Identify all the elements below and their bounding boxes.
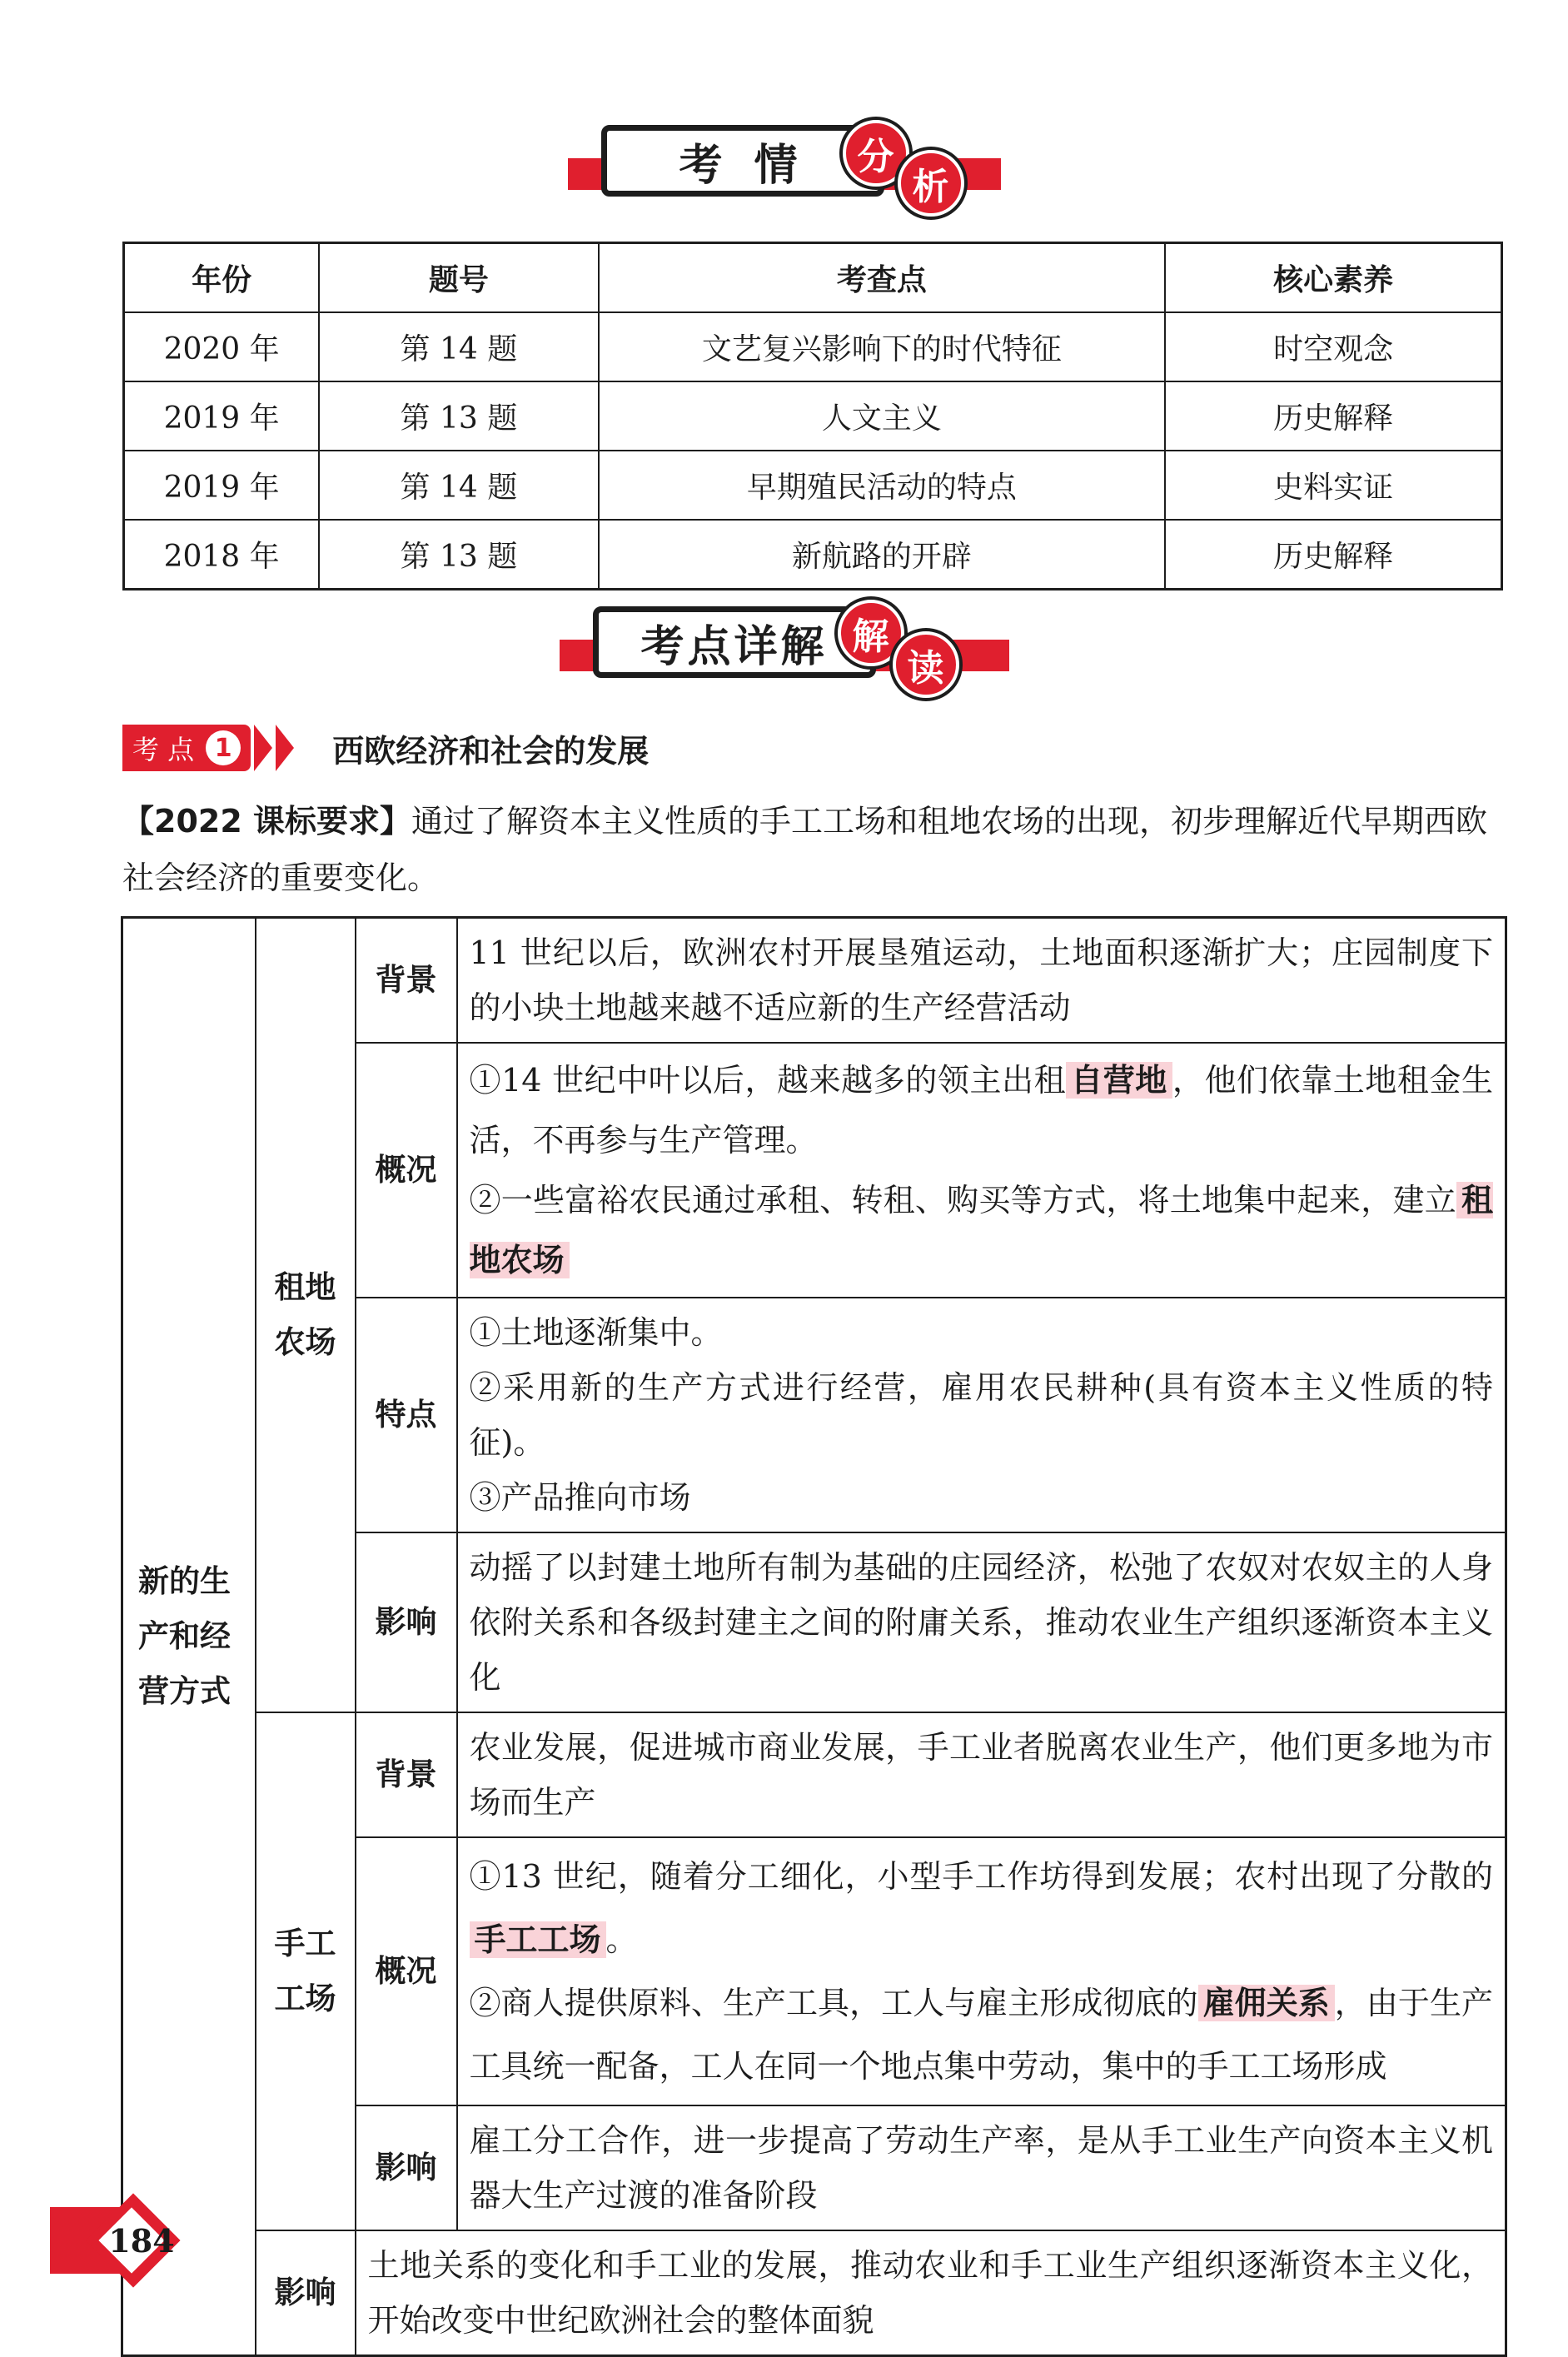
header-topic: 考查点 [599,243,1166,313]
page-number: 184 [108,2222,175,2260]
cell-question: 第 14 题 [319,312,598,381]
workshop-label: 手工工场 [256,1712,356,2230]
cell-year: 2018 年 [124,520,320,590]
farm-label: 租地农场 [256,918,356,1713]
requirement-tag: 【2022 课标要求】 [122,803,411,840]
table-row [122,1712,1506,1837]
overall-text: 土地关系的变化和手工业的发展，推动农业和手工业生产组织逐渐资本主义化，开始改变中世纪欧洲社会的整体面貌 [356,2230,1506,2356]
table-row [122,918,1506,1044]
kaodian-badge [122,725,251,771]
cell-topic: 人文主义 [599,381,1166,451]
exam-analysis-table [122,242,1503,590]
cell-question: 第 13 题 [319,381,598,451]
banner-bubble-1: 分 [843,120,909,187]
section-banner-kaodian [560,606,1009,690]
farm-bg-label: 背景 [356,918,457,1044]
text-run: ，由于生产工具统一配备，工人在同一个地点集中劳动，集中的手工工场形成 [469,1985,1493,2085]
farm-ov-label: 概况 [356,1043,457,1298]
workshop-ov-text [457,1837,1506,2105]
table-row [124,451,1502,520]
kaodian-badge-label: 考 点 [132,734,195,765]
text-run: ②一些富裕农民通过承租、转租、购买等方式，将土地集中起来，建立 [469,1182,1456,1218]
text-run: ，他们依靠土地租金生活，不再参与生产管理。 [469,1062,1493,1159]
cell-question: 第 13 题 [319,520,598,590]
text-run: ②采用新的生产方式进行经营，雇用农民耕种(具有资本主义性质的特征)。 [469,1369,1493,1461]
section-banner-kaoqing [568,125,1001,208]
banner-bubble-1: 解 [838,600,904,666]
text-run: ①14 世纪中叶以后，越来越多的领主出租 [469,1062,1067,1099]
cell-topic: 早期殖民活动的特点 [599,451,1166,520]
workshop-ov-label: 概况 [356,1837,457,2105]
header-literacy: 核心素养 [1165,243,1501,313]
banner-bubble-2: 读 [893,631,959,698]
table-header-row [124,243,1502,313]
knowledge-table [121,916,1507,2357]
table-row [122,2230,1506,2356]
farm-ov-text [457,1043,1506,1298]
text-run: 。 [605,1921,638,1958]
cell-literacy: 历史解释 [1165,381,1501,451]
table-row [124,381,1502,451]
farm-im-text: 动摇了以封建土地所有制为基础的庄园经济，松弛了农奴对农奴主的人身依附关系和各级封建主之间的附庸关系，推动农业生产组织逐渐资本主义化 [457,1532,1506,1712]
workshop-bg-text: 农业发展，促进城市商业发展，手工业者脱离农业生产，他们更多地为市场而生产 [457,1712,1506,1837]
overall-label: 影响 [256,2230,356,2356]
kaodian-title: 西欧经济和社会的发展 [332,732,650,770]
double-arrow-icon [254,725,272,771]
cell-literacy: 历史解释 [1165,520,1501,590]
banner-title: 考 情 [601,125,884,197]
workshop-im-label: 影响 [356,2105,457,2230]
farm-bg-text: 11 世纪以后，欧洲农村开展垦殖运动，土地面积逐渐扩大；庄园制度下的小块土地越来越不适应新的生产经营活动 [457,918,1506,1044]
highlight-term: 雇佣关系 [1198,1985,1335,2021]
curriculum-requirement [122,793,1505,906]
cell-question: 第 14 题 [319,451,598,520]
text-run: ①土地逐渐集中。 [469,1314,723,1351]
text-run: ①13 世纪，随着分工细化，小型手工作坊得到发展；农村出现了分散的 [469,1858,1493,1895]
farm-im-label: 影响 [356,1532,457,1712]
cell-topic: 新航路的开辟 [599,520,1166,590]
cell-year: 2019 年 [124,381,320,451]
kaodian-heading [122,725,649,771]
cell-topic: 文艺复兴影响下的时代特征 [599,312,1166,381]
farm-tr-label: 特点 [356,1298,457,1532]
farm-tr-text [457,1298,1506,1532]
page-number-badge [50,2199,175,2282]
banner-title: 考点详解 [593,606,876,678]
cell-literacy: 时空观念 [1165,312,1501,381]
cell-year: 2020 年 [124,312,320,381]
workshop-im-text: 雇工分工合作，进一步提高了劳动生产率，是从手工业生产向资本主义机器大生产过渡的准备阶段 [457,2105,1506,2230]
table-row [124,520,1502,590]
requirement-text: 通过了解资本主义性质的手工工场和租地农场的出现，初步理解近代早期西欧社会经济的重要变化。 [122,803,1488,896]
text-run: ③产品推向市场 [469,1479,691,1516]
category-label: 新的生产和经营方式 [122,918,256,2356]
cell-literacy: 史料实证 [1165,451,1501,520]
workshop-bg-label: 背景 [356,1712,457,1837]
highlight-term: 手工工场 [470,1921,606,1958]
double-arrow-icon [276,725,294,771]
highlight-term: 自营地 [1066,1062,1172,1099]
highlight-term: 租地农场 [469,1182,1493,1278]
kaodian-number: 1 [206,730,241,765]
text-run: ②商人提供原料、生产工具，工人与雇主形成彻底的 [469,1985,1198,2021]
banner-bubble-2: 析 [898,150,964,217]
table-row [124,312,1502,381]
header-question: 题号 [319,243,598,313]
cell-year: 2019 年 [124,451,320,520]
header-year: 年份 [124,243,320,313]
